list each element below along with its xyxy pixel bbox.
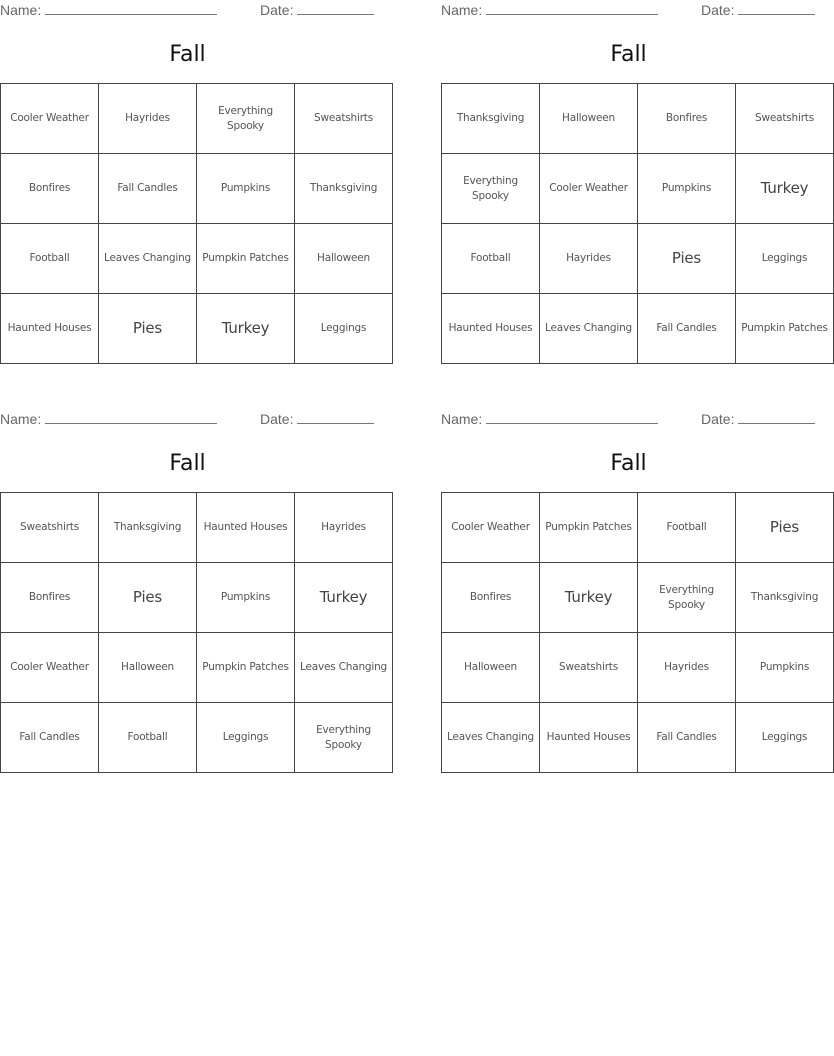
grid-row <box>1 224 393 294</box>
bingo-cell[interactable]: Fall Candles <box>638 703 736 773</box>
bingo-cell[interactable]: Hayrides <box>99 84 197 154</box>
grid-row <box>442 703 834 773</box>
grid-row <box>1 493 393 563</box>
bingo-cell[interactable]: Sweatshirts <box>540 633 638 703</box>
name-label: Name: <box>0 411 42 427</box>
bingo-cell[interactable]: Haunted Houses <box>1 294 99 364</box>
bingo-cell[interactable]: Football <box>638 493 736 563</box>
grid-row <box>1 294 393 364</box>
bingo-cell[interactable]: Leggings <box>295 294 393 364</box>
name-label: Name: <box>0 2 42 18</box>
bingo-cell[interactable]: Pies <box>736 493 834 563</box>
name-label: Name: <box>441 2 483 18</box>
name-label: Name: <box>441 411 483 427</box>
bingo-cell[interactable]: Pumpkins <box>197 563 295 633</box>
bingo-cell[interactable]: Football <box>442 224 540 294</box>
grid-row <box>1 154 393 224</box>
bingo-cell[interactable]: Sweatshirts <box>1 493 99 563</box>
bingo-cell[interactable]: Cooler Weather <box>540 154 638 224</box>
bingo-cell[interactable]: Pumpkin Patches <box>197 633 295 703</box>
bingo-cell[interactable]: Leaves Changing <box>295 633 393 703</box>
bingo-cell[interactable]: Halloween <box>442 633 540 703</box>
name-line[interactable] <box>45 2 217 15</box>
bingo-card <box>0 0 378 365</box>
bingo-cell[interactable]: Thanksgiving <box>295 154 393 224</box>
bingo-grid <box>0 83 393 364</box>
bingo-cell[interactable]: Turkey <box>295 563 393 633</box>
bingo-cell[interactable]: Pies <box>638 224 736 294</box>
bingo-cell[interactable]: Pies <box>99 563 197 633</box>
bingo-cell[interactable]: Pies <box>99 294 197 364</box>
bingo-cell[interactable]: Bonfires <box>442 563 540 633</box>
bingo-cell[interactable]: Football <box>99 703 197 773</box>
grid-row <box>1 563 393 633</box>
bingo-cell[interactable]: Bonfires <box>1 563 99 633</box>
bingo-cell[interactable]: Hayrides <box>638 633 736 703</box>
bingo-cell[interactable]: Turkey <box>540 563 638 633</box>
bingo-card <box>0 409 388 774</box>
bingo-card <box>441 409 819 774</box>
bingo-cell[interactable]: Sweatshirts <box>736 84 834 154</box>
bingo-cell[interactable]: Leaves Changing <box>442 703 540 773</box>
name-field <box>0 2 217 18</box>
date-field <box>701 411 815 427</box>
date-line[interactable] <box>738 411 815 424</box>
grid-row <box>442 294 834 364</box>
bingo-cell[interactable]: Pumpkin Patches <box>736 294 834 364</box>
date-label: Date: <box>701 2 735 18</box>
card-header <box>441 2 816 20</box>
bingo-cell[interactable]: Haunted Houses <box>197 493 295 563</box>
bingo-cell[interactable]: Pumpkin Patches <box>197 224 295 294</box>
bingo-cell[interactable]: Everything Spooky <box>638 563 736 633</box>
bingo-cell[interactable]: Leaves Changing <box>99 224 197 294</box>
date-label: Date: <box>260 411 294 427</box>
bingo-cell[interactable]: Halloween <box>295 224 393 294</box>
grid-row <box>1 84 393 154</box>
bingo-cell[interactable]: Thanksgiving <box>99 493 197 563</box>
bingo-cell[interactable]: Thanksgiving <box>736 563 834 633</box>
card-title: Fall <box>610 42 647 67</box>
bingo-cell[interactable]: Everything Spooky <box>197 84 295 154</box>
date-field <box>701 2 815 18</box>
date-label: Date: <box>701 411 735 427</box>
grid-row <box>1 633 393 703</box>
card-title: Fall <box>610 451 647 476</box>
bingo-cell[interactable]: Everything Spooky <box>442 154 540 224</box>
bingo-cell[interactable]: Leggings <box>736 703 834 773</box>
bingo-cell[interactable]: Cooler Weather <box>442 493 540 563</box>
date-label: Date: <box>260 2 294 18</box>
bingo-cell[interactable]: Pumpkins <box>197 154 295 224</box>
bingo-cell[interactable]: Cooler Weather <box>1 633 99 703</box>
date-line[interactable] <box>297 2 374 15</box>
bingo-cell[interactable]: Hayrides <box>540 224 638 294</box>
name-field <box>441 2 658 18</box>
bingo-cell[interactable]: Everything Spooky <box>295 703 393 773</box>
bingo-cell[interactable]: Haunted Houses <box>540 703 638 773</box>
date-field <box>260 2 374 18</box>
grid-row <box>442 493 834 563</box>
bingo-grid <box>0 492 393 773</box>
bingo-cell[interactable]: Turkey <box>197 294 295 364</box>
bingo-cell[interactable]: Turkey <box>736 154 834 224</box>
bingo-cell[interactable]: Bonfires <box>638 84 736 154</box>
grid-row <box>442 633 834 703</box>
date-line[interactable] <box>738 2 815 15</box>
bingo-cell[interactable]: Fall Candles <box>1 703 99 773</box>
card-header <box>0 411 375 429</box>
grid-row <box>442 84 834 154</box>
bingo-cell[interactable]: Pumpkin Patches <box>540 493 638 563</box>
bingo-card <box>441 0 828 365</box>
bingo-cell[interactable]: Bonfires <box>1 154 99 224</box>
name-field <box>441 411 658 427</box>
bingo-cell[interactable]: Hayrides <box>295 493 393 563</box>
grid-row <box>442 224 834 294</box>
bingo-cell[interactable]: Fall Candles <box>638 294 736 364</box>
bingo-cell[interactable]: Sweatshirts <box>295 84 393 154</box>
grid-row <box>442 563 834 633</box>
card-title: Fall <box>169 42 206 67</box>
bingo-cell[interactable]: Cooler Weather <box>1 84 99 154</box>
bingo-cell[interactable]: Thanksgiving <box>442 84 540 154</box>
bingo-cell[interactable]: Halloween <box>99 633 197 703</box>
bingo-grid <box>441 83 834 364</box>
grid-row <box>1 703 393 773</box>
date-field <box>260 411 374 427</box>
name-field <box>0 411 217 427</box>
name-line[interactable] <box>45 411 217 424</box>
card-header <box>441 411 816 429</box>
bingo-cell[interactable]: Pumpkins <box>638 154 736 224</box>
bingo-cell[interactable]: Leaves Changing <box>540 294 638 364</box>
bingo-cell[interactable]: Pumpkins <box>736 633 834 703</box>
name-line[interactable] <box>486 2 658 15</box>
card-header <box>0 2 375 20</box>
bingo-cell[interactable]: Fall Candles <box>99 154 197 224</box>
bingo-cell[interactable]: Leggings <box>197 703 295 773</box>
name-line[interactable] <box>486 411 658 424</box>
date-line[interactable] <box>297 411 374 424</box>
card-title: Fall <box>169 451 206 476</box>
bingo-cell[interactable]: Football <box>1 224 99 294</box>
bingo-cell[interactable]: Halloween <box>540 84 638 154</box>
bingo-cell[interactable]: Haunted Houses <box>442 294 540 364</box>
grid-row <box>442 154 834 224</box>
bingo-cell[interactable]: Leggings <box>736 224 834 294</box>
bingo-grid <box>441 492 834 773</box>
